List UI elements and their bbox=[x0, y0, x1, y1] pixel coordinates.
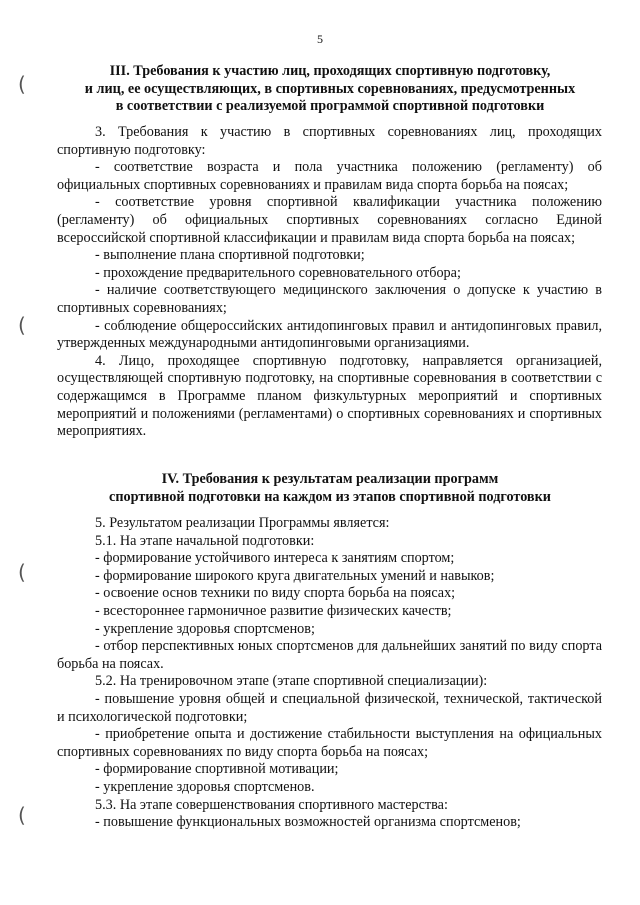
list-item: - формирование широкого круга двигательных умений и навыков; bbox=[95, 567, 495, 584]
section-3-heading bbox=[60, 63, 600, 116]
list-item: - формирование спортивной мотивации; bbox=[95, 761, 339, 778]
hole-mark-icon: ( bbox=[18, 803, 26, 827]
paragraph: 4. Лицо, проходящее спортивную подготовку, направляется организацией, осуществляющей спортивную подготовку, на спортивные соревнования в соответствии с содержащимся в Программе планом физкультурных мероприятий и спортивных мероприятий и положениями (регламентами) о спортивных соревнованиях и спортивных мероприятиях. bbox=[57, 352, 602, 440]
heading-line: IV. Требования к результатам реализации программ bbox=[161, 471, 499, 487]
list-item: - прохождение предварительного соревновательного отбора; bbox=[95, 264, 461, 281]
heading-line: в соответствии с реализуемой программой спортивной подготовки bbox=[115, 98, 545, 114]
section-4-heading bbox=[60, 471, 600, 506]
section-3-body bbox=[57, 124, 602, 441]
list-item: - наличие соответствующего медицинского заключения о допуске к участию в спортивных соревнованиях; bbox=[57, 282, 602, 316]
list-item: - повышение функциональных возможностей организма спортсменов; bbox=[95, 814, 521, 831]
hole-mark-icon: ( bbox=[18, 313, 26, 337]
list-item: - соответствие возраста и пола участника положению (регламенту) об официальных спортивных соревнованиях и правилам вида спорта борьба на поясах; bbox=[57, 159, 602, 193]
heading-line: и лиц, ее осуществляющих, в спортивных соревнованиях, предусмотренных bbox=[84, 80, 576, 97]
list-item: - освоение основ техники по виду спорта борьба на поясах; bbox=[95, 585, 456, 602]
section-4-body bbox=[57, 515, 602, 832]
list-item: - соответствие уровня спортивной квалификации участника положению (регламенту) об официальных спортивных соревнованиях согласно Единой всероссийской спортивной классификации и правилам вида спорта борьба на поясах; bbox=[57, 194, 602, 246]
hole-mark-icon: ( bbox=[18, 72, 26, 96]
heading-line: III. Требования к участию лиц, проходящих спортивную подготовку, bbox=[109, 63, 551, 79]
list-item: - повышение уровня общей и специальной физической, технической, тактической и психологической подготовки; bbox=[57, 690, 602, 725]
list-item: - формирование устойчивого интереса к занятиям спортом; bbox=[95, 550, 455, 567]
list-item: - укрепление здоровья спортсменов; bbox=[95, 620, 315, 637]
list-item: - выполнение плана спортивной подготовки; bbox=[95, 247, 365, 264]
paragraph: 5. Результатом реализации Программы является: bbox=[95, 515, 390, 531]
paragraph: 3. Требования к участию в спортивных соревнованиях лиц, проходящих спортивную подготовку: bbox=[57, 124, 602, 158]
list-item: - всестороннее гармоничное развитие физических качеств; bbox=[95, 602, 452, 619]
heading-line: спортивной подготовки на каждом из этапов спортивной подготовки bbox=[109, 488, 551, 505]
paragraph: 5.3. На этапе совершенствования спортивного мастерства: bbox=[95, 796, 448, 813]
list-item: - соблюдение общероссийских антидопинговых правил и антидопинговых правил, утвержденных международными антидопинговыми организациями. bbox=[57, 317, 602, 352]
paragraph: 5.2. На тренировочном этапе (этапе спортивной специализации): bbox=[95, 673, 488, 690]
list-item: - отбор перспективных юных спортсменов для дальнейших занятий по виду спорта борьба на поясах. bbox=[57, 638, 602, 672]
list-item: - укрепление здоровья спортсменов. bbox=[95, 778, 315, 795]
paragraph: 5.1. На этапе начальной подготовки: bbox=[95, 532, 315, 549]
list-item: - приобретение опыта и достижение стабильности выступления на официальных спортивных соревнованиях по виду спорта борьба на поясах; bbox=[57, 726, 602, 760]
hole-mark-icon: ( bbox=[18, 560, 26, 584]
page-number: 5 bbox=[317, 32, 323, 46]
